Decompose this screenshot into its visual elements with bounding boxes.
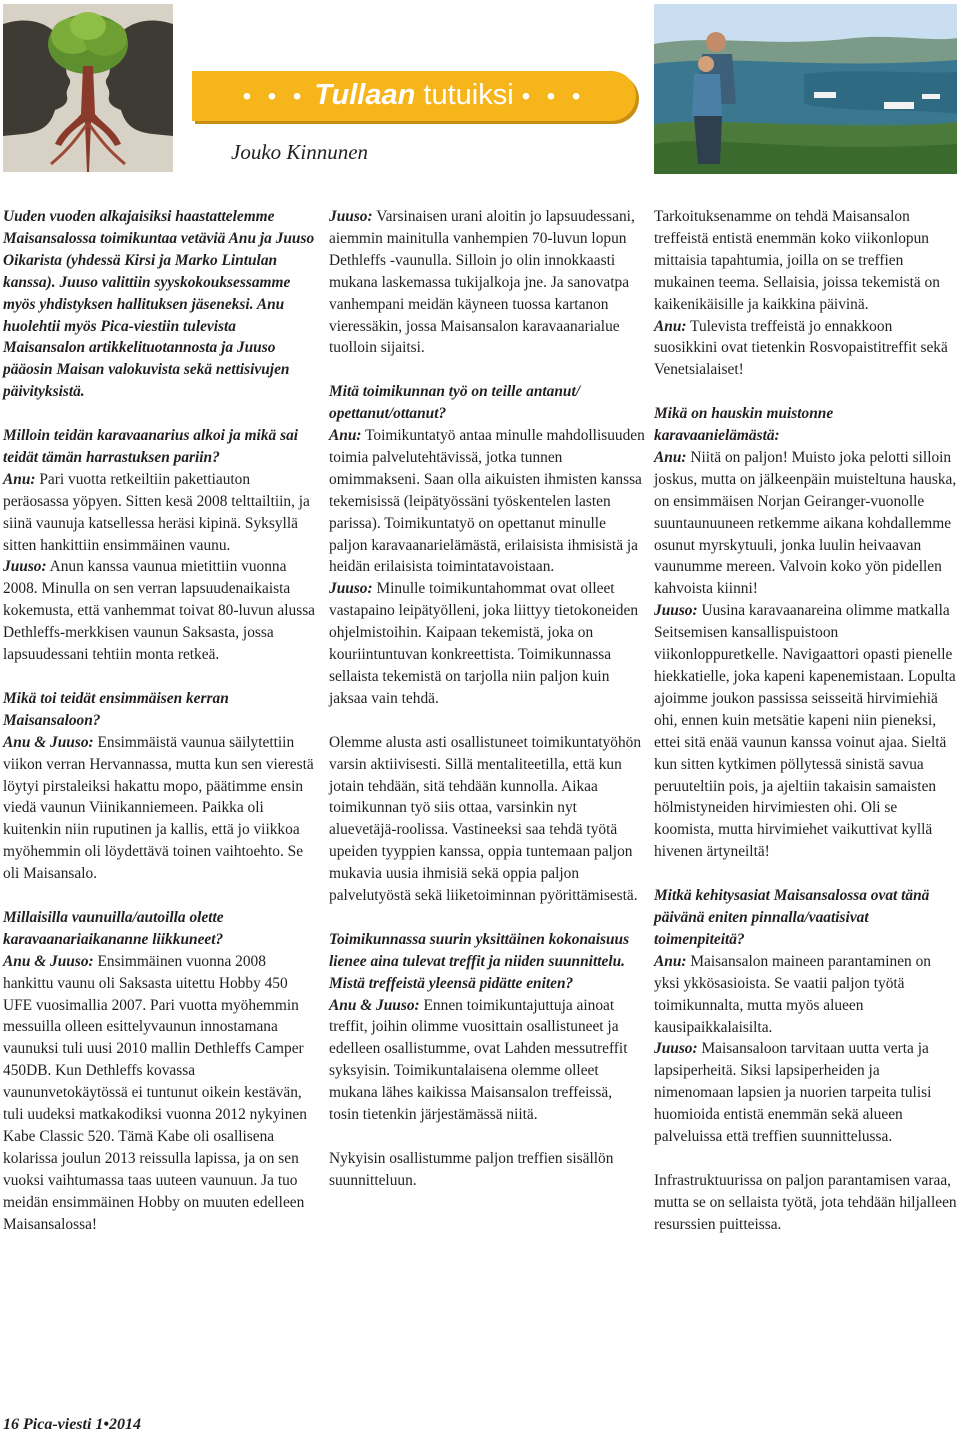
speaker-label: Anu: [3, 470, 36, 488]
page-number: 16 Pica-viesti 1 [3, 1416, 104, 1433]
answer-juuso-4 [654, 600, 958, 863]
question-6: Mikä on hauskin muistonne karavaanielämästä: [654, 405, 834, 445]
banner-dots-right: • • • [521, 83, 586, 110]
intro-paragraph: Uuden vuoden alkajaisiksi haastattelemme Maisansalossa toimikuntaa vetäviä Anu ja Juuso Oikarista (yhdessä Kirsi ja Marko Lintulan kanssa). Juuso valittiin syyskokouksessamme myös yhdistyksen hallituksen jäseneksi. Anu huolehtii myös Pica-viestiin tulevista Maisansalon artikkelituotannosta ja Juuso pääosin Maisan valokuvista sekä nettisivujen päivityksistä. [3, 208, 315, 401]
banner-dots-left: • • • [242, 83, 307, 110]
question-2: Mikä toi teidät ensimmäisen kerran Maisansaloon? [3, 689, 229, 729]
answer-anu-1 [3, 469, 315, 557]
answer-anu-2 [329, 425, 645, 578]
page-footer [3, 1416, 141, 1434]
answer-anu-5 [654, 951, 958, 1039]
answer-juuso-2 [329, 206, 645, 359]
speaker-label: Juuso: [329, 208, 373, 225]
answer-text: Ensimmäistä vaunua säilytettiin viikon verran Hervannassa, mutta kun sen vierestä löytyi pirstaleiksi hakattu mopo, päätimme ensin viedä vaunun Viinikanniemeen. Paikka oli kuitenkin niin ruputinen ja kallis, että jo viikkoa myöhemmin oli löydettävä toinen vaihtoehto. Se oli Maisansalo. [3, 733, 314, 883]
answer-text: Pari vuotta retkeiltiin pakettiauton peräosassa yöpyen. Sitten kesä 2008 telttailtiin, ja siinä vaunuja katsellessa heräsi kipinä. Syksyllä sitten hankittiin ensimmäinen vaunu. [3, 470, 310, 554]
question-1: Milloin teidän karavaanarius alkoi ja mikä sai teidät tämän harrastuksen pariin? [3, 427, 299, 466]
question-7: Mitkä kehitysasiat Maisansalossa ovat tänä päivänä eniten pinnalla/vaatisivat toimenpiteitä? [654, 887, 930, 948]
banner-title-rest: tutuiksi [415, 79, 514, 111]
author-name: Jouko Kinnunen [231, 140, 369, 164]
answer-text: Varsinaisen urani aloitin jo lapsuudessani, aiemmin mainitulla vanhempien 70-luvun lopun Dethleffs -vaunulla. Silloin jo olin innokkaasti mukana laskemassa tukijalkoja jne. Ja sanovatpa vanhempani meidän käyneen tuossa kartanon vieressäkin, jossa Maisansalon karavaanarialue tuolloin sijaitsi. [329, 208, 635, 357]
answer-anu-4 [654, 447, 958, 600]
answer-both-3 [329, 995, 645, 1126]
speaker-label: Anu & Juuso: [3, 952, 94, 970]
answer-anu-3 [654, 316, 958, 382]
speaker-label: Juuso: [654, 1040, 698, 1058]
answer-both-1 [3, 732, 315, 885]
answer-text: Niitä on paljon! Muisto joka pelotti silloin joskus, mutta on jälkeenpäin muisteltuna hauska, on ensimmäisen Norjan Geiranger-vuonolle suuntaunuuneen retkemme aikana kohdallemme osunut myrskytuuli, jonka luulin heivaavan vaunumme mereen. Valvoin koko yön pidellen kahvoista kiinni! [654, 448, 957, 598]
answer-both-2 [3, 951, 315, 1236]
paragraph: Olemme alusta asti osallistuneet toimikuntatyöhön varsin aktiivisesti. Sillä mentaliteetilla, että kun jotain tehdään, sitä tehdään kunnolla. Aikaa toimikunnan työ siis ottaa, varsinkin nyt aluevetäjä-roolissa. Vastineeksi saa tehdä työtä upeiden tyyppien kanssa, oppia tuntemaan paljon mukavia uusia ihmisiä sekä oppia paljon palvelutyöstä sekä liiketoiminnan pyörittämisestä. [329, 733, 642, 905]
speaker-label: Juuso: [329, 580, 373, 598]
answer-juuso-5 [654, 1038, 958, 1148]
footer-bullet: • [103, 1416, 110, 1433]
answer-text: Anun kanssa vaunua mietittiin vuonna 2008. Minulla on sen verran lapsuudenaikaista kokemusta, että vanhemmat toivat 80-luvun alussa Dethleffs-merkkisen vaunun Saksasta, jossa lapsuudessani tehtiin monta retkeä. [3, 558, 316, 664]
answer-text: Maisansaloon tarvitaan uutta verta ja lapsiperheitä. Siksi lapsiperheiden ja nimenomaan lapsien ja nuorien tarpeita tulisi huomioida entistä enemmän sekä alueen palveluissa että treffien suunnittelussa. [654, 1040, 932, 1146]
two-heads-tree-illustration [3, 4, 173, 172]
speaker-label: Juuso: [3, 558, 47, 576]
answer-text: Minulle toimikuntahommat ovat olleet vastapaino leipätyölleni, joka liittyy tietokoneiden ohjelmistoihin. Kaipaan tekemistä, joka on kouriintuntuvan konkreettista. Toimikunnassa sellaista tekemistä on tarjolla niin paljon kuin jaksaa vain tehdä. [329, 580, 639, 707]
column-3 [654, 206, 958, 1236]
speaker-label: Anu: [654, 317, 687, 335]
question-5: Toimikunnassa suurin yksittäinen kokonaisuus lienee aina tulevat treffit ja niiden suunnittelu. Mistä treffeistä yleensä pidätte eniten? [329, 930, 630, 992]
speaker-label: Anu & Juuso: [329, 996, 420, 1014]
paragraph: Infrastruktuurissa on paljon parantamisen varaa, mutta se on sellaista työtä, jota tehdään hiljalleen resurssien puitteissa. [654, 1171, 957, 1233]
speaker-label: Anu & Juuso: [3, 733, 94, 751]
answer-juuso-3 [329, 578, 645, 709]
answer-text: Uusina karavaanareina olimme matkalla Seitsemisen kansallispuistoon viikonloppuretkelle. Navigaattori opasti pienelle hiekkatielle, joka kapeni kapenemistaan. Lopulta ajoimme joukon passissa seisseitä hirvimiehiä ohi, ennen kuin metsätie kapeni niin pieneksi, ettei sitä enää vaunun kanssa voinut ajaa. Sieltä kun sitten kytkimen pöllytessä sinistä savua peruuteltiin pois, ja ajeltiin takaisin samaisten hölmistyneiden hirvimiesten ohi. Oli se koomista, mutta hirvimiehet vaikuttivat kyllä hivenen ärtyneiltä! [654, 602, 956, 861]
speaker-label: Anu: [654, 952, 687, 970]
paragraph: Tarkoituksenamme on tehdä Maisansalon treffeistä entistä enemmän koko viikonlopun mittaisia tapahtumia, joilla on se treffien mukainen teema. Sellaisia, joissa tekemistä on kaikenikäisille ja kaikkina päivinä. [654, 208, 940, 313]
question-3: Millaisilla vaunuilla/autoilla olette karavaanariaikananne liikkuneet? [3, 908, 224, 948]
fjord-photo [654, 4, 957, 174]
answer-juuso-1 [3, 556, 315, 666]
question-4: Mitä toimikunnan työ on teille antanut/ opettanut/ottanut? [329, 383, 581, 423]
paragraph: Nykyisin osallistumme paljon treffien sisällön suunnitteluun. [329, 1149, 614, 1189]
banner-title [192, 79, 636, 112]
answer-text: Tulevista treffeistä jo ennakkoon suosikkini ovat tietenkin Rosvopaistitreffit sekä Venetsialaiset! [654, 317, 948, 379]
column-2 [329, 206, 645, 1192]
banner-title-bold: Tullaan [314, 79, 416, 111]
section-banner [192, 71, 636, 121]
answer-text: Ennen toimikuntajuttuja ainoat treffit, joihin olimme vuosittain osallistuneet ja edelleen osallistumme, ovat Lahden messutreffit syksyisin. Toimikuntalaisena olemme olleet mukana lähes kaikissa Maisansalon treffeissä, tosin tietenkin järjestämässä niitä. [329, 996, 628, 1124]
speaker-label: Anu: [654, 448, 687, 466]
answer-text: Toimikuntatyö antaa minulle mahdollisuuden toimia palvelutehtävissä, jotka tunnen omimmakseni. Saan olla aikuisten ihmisten kanssa tekemisissä (leipätyössäni työskentelen lasten parissa). Toimikuntatyö on opettanut minulle paljon karavaanarielämästä, erilaisista ihmisistä ja heidän erilaisista toimintatavoistaan. [329, 427, 645, 576]
speaker-label: Juuso: [654, 602, 698, 620]
answer-text: Maisansalon maineen parantaminen on yksi ykkösasioista. Se vaatii paljon työtä toimikunnalta, mutta myös alueen kausipaikkalaisilta. [654, 952, 931, 1036]
speaker-label: Anu: [329, 427, 362, 445]
column-1 [3, 206, 315, 1236]
answer-text: Ensimmäinen vuonna 2008 hankittu vaunu oli Saksasta uitettu Hobby 450 UFE vuosimallia 2007. Pari vuotta myöhemmin messuilla olleen esittelyvaunun innostamana vaunuksi tuli uusi 2010 mallin Dethleffs Camper 450DB. Kun Dethleffs kovassa vaununvetokäytössä ei tuntunut oikein kestävän, tuli uudeksi matkakodiksi vuonna 2012 nykyinen Kabe Classic 520. Tämä Kabe oli osallisena kolarissa joulun 2013 reissulla lapissa, ja on sen vuoksi vaihtumassa taas uuteen vaunuun. Ja tuo meidän ensimmäinen Hobby on muuten edelleen Maisansalossa! [3, 952, 307, 1233]
issue-year: 2014 [109, 1416, 142, 1433]
